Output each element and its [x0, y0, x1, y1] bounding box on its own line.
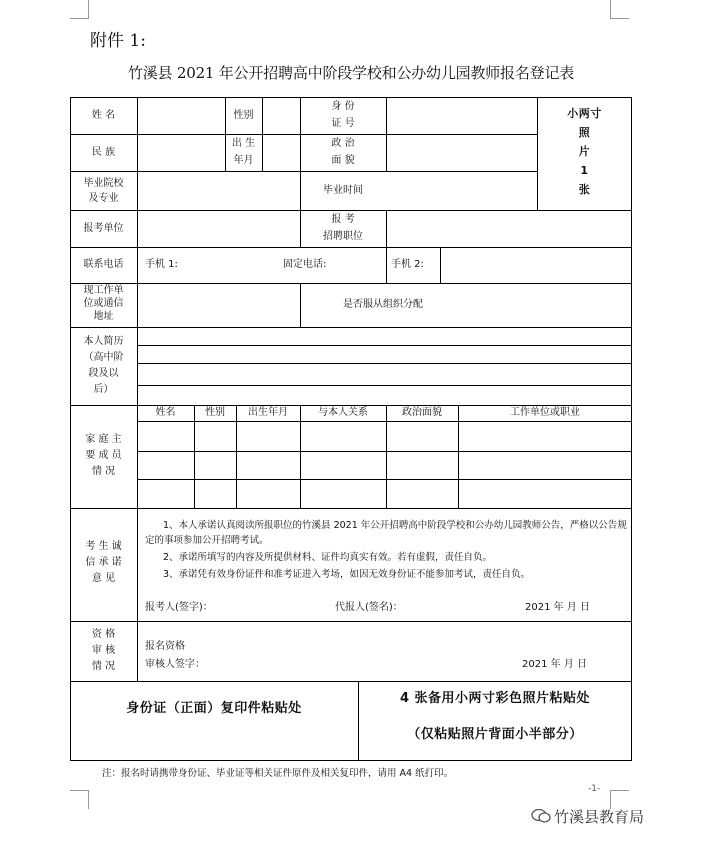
- crop-mark: [70, 790, 89, 809]
- phone-label: 联系电话: [83, 259, 124, 270]
- ethnicity-label: 民 族: [91, 147, 116, 158]
- resume-label-1: 本人简历: [83, 336, 124, 347]
- watermark-brand: 竹溪县教育局: [554, 808, 645, 826]
- workplace-label-3: 地址: [93, 311, 114, 322]
- family-label-3: 情 况: [91, 466, 116, 477]
- workplace-field[interactable]: [138, 284, 299, 326]
- family-header: 工作单位或职业: [510, 407, 580, 418]
- school-label-2: 及专业: [88, 193, 119, 204]
- political-label-1: 政 治: [331, 138, 355, 149]
- id-number-label-1: 身 份: [331, 101, 355, 112]
- proxy-label: 代报人(签名)：: [335, 602, 403, 613]
- name-label: 姓 名: [91, 110, 116, 121]
- apply-post-field[interactable]: [387, 211, 631, 246]
- political-field[interactable]: [387, 135, 536, 170]
- pledge-label-1: 考 生 诚: [85, 541, 122, 552]
- landline-label: 固定电话:: [283, 259, 327, 270]
- photos-paste-line2: （仅粘贴照片背面小半部分）: [407, 727, 583, 742]
- pledge-item-2: 2、承诺所填写的内容及所提供材料、证件均真实有效。若有虚假，责任自负。: [163, 552, 493, 563]
- apply-unit-label: 报考单位: [83, 223, 124, 234]
- family-label-2: 要 成 员: [85, 450, 122, 461]
- resume-label-4: 后）: [93, 384, 114, 395]
- family-header: 与本人关系: [318, 407, 368, 418]
- review-label-3: 情 况: [91, 661, 116, 672]
- pledge-label-2: 信 承 诺: [85, 557, 122, 568]
- signer-label: 报考人(签字)：: [145, 602, 213, 613]
- pledge-item-1: 1、本人承诺认真阅读所报职位的竹溪县 2021 年公开招聘高中阶段学校和公办幼儿园教师公告，严格以公告规定的事项参加公开招聘考试。: [145, 520, 627, 546]
- mobile2-label: 手机 2:: [391, 259, 424, 270]
- workplace-label-2: 位或通信: [83, 298, 124, 309]
- photo-label-2: 照: [578, 126, 591, 139]
- family-header: 政治面貌: [402, 407, 442, 418]
- gender-label: 性别: [233, 110, 254, 121]
- wechat-icon: [531, 809, 551, 823]
- apply-unit-field[interactable]: [138, 211, 299, 246]
- ethnicity-field[interactable]: [138, 135, 224, 170]
- id-copy-paste-area: 身份证（正面）复印件粘贴处: [126, 701, 302, 716]
- review-label-2: 审 核: [91, 645, 116, 656]
- qualification-label: 报名资格: [145, 641, 185, 652]
- grad-time-label: 毕业时间: [323, 185, 363, 196]
- family-header: 性别: [205, 407, 225, 418]
- pledge-date: 2021 年 月 日: [525, 602, 590, 613]
- apply-post-label-1: 报 考: [331, 214, 355, 225]
- name-field[interactable]: [138, 98, 224, 133]
- photos-paste-line1: 4 张备用小两寸彩色照片粘贴处: [399, 691, 591, 706]
- pledge-item-3: 3、承诺凭有效身份证件和准考证进入考场，如因无效身份证不能参加考试，责任自负。: [163, 569, 531, 580]
- gender-field[interactable]: [263, 98, 299, 133]
- photo-label-3: 片: [578, 145, 591, 158]
- attachment-label: 附件 1:: [90, 31, 146, 51]
- birth-field[interactable]: [263, 135, 299, 170]
- family-header: 出生年月: [248, 407, 288, 418]
- grad-time-field[interactable]: [387, 172, 536, 209]
- photo-label-1: 小两寸: [567, 107, 602, 120]
- birth-label-2: 年月: [233, 155, 254, 166]
- mobile1-label: 手机 1:: [145, 259, 178, 270]
- reviewer-label: 审核人签字：: [145, 659, 205, 670]
- review-label-1: 资 格: [91, 629, 116, 640]
- crop-mark: [70, 0, 89, 19]
- id-number-label-2: 证 号: [331, 118, 355, 129]
- political-label-2: 面 貌: [331, 155, 355, 166]
- resume-label-2: （高中阶: [83, 352, 124, 363]
- id-number-field[interactable]: [387, 98, 536, 133]
- footnote: 注：报名时请携带身份证、毕业证等相关证件原件及相关复印件，请用 A4 纸打印。: [102, 768, 454, 779]
- family-label-1: 家 庭 主: [85, 434, 122, 445]
- pledge-label-3: 意 见: [91, 573, 116, 584]
- page-number: -1-: [588, 784, 601, 794]
- photo-label-5: 张: [578, 183, 591, 196]
- page-title: 竹溪县 2021 年公开招聘高中阶段学校和公办幼儿园教师报名登记表: [127, 64, 575, 82]
- crop-mark: [610, 0, 629, 19]
- family-header: 姓名: [155, 407, 176, 418]
- registration-form: [70, 97, 632, 761]
- workplace-label-1: 现工作单: [83, 285, 124, 296]
- school-label-1: 毕业院校: [83, 178, 124, 189]
- school-field[interactable]: [138, 172, 299, 209]
- review-date: 2021 年 月 日: [522, 659, 587, 670]
- photo-label-4: 1: [580, 164, 589, 177]
- birth-label-1: 出 生: [231, 138, 256, 149]
- apply-post-label-2: 招聘职位: [323, 231, 363, 242]
- obey-label: 是否服从组织分配: [343, 299, 423, 310]
- resume-label-3: 段及以: [88, 368, 119, 379]
